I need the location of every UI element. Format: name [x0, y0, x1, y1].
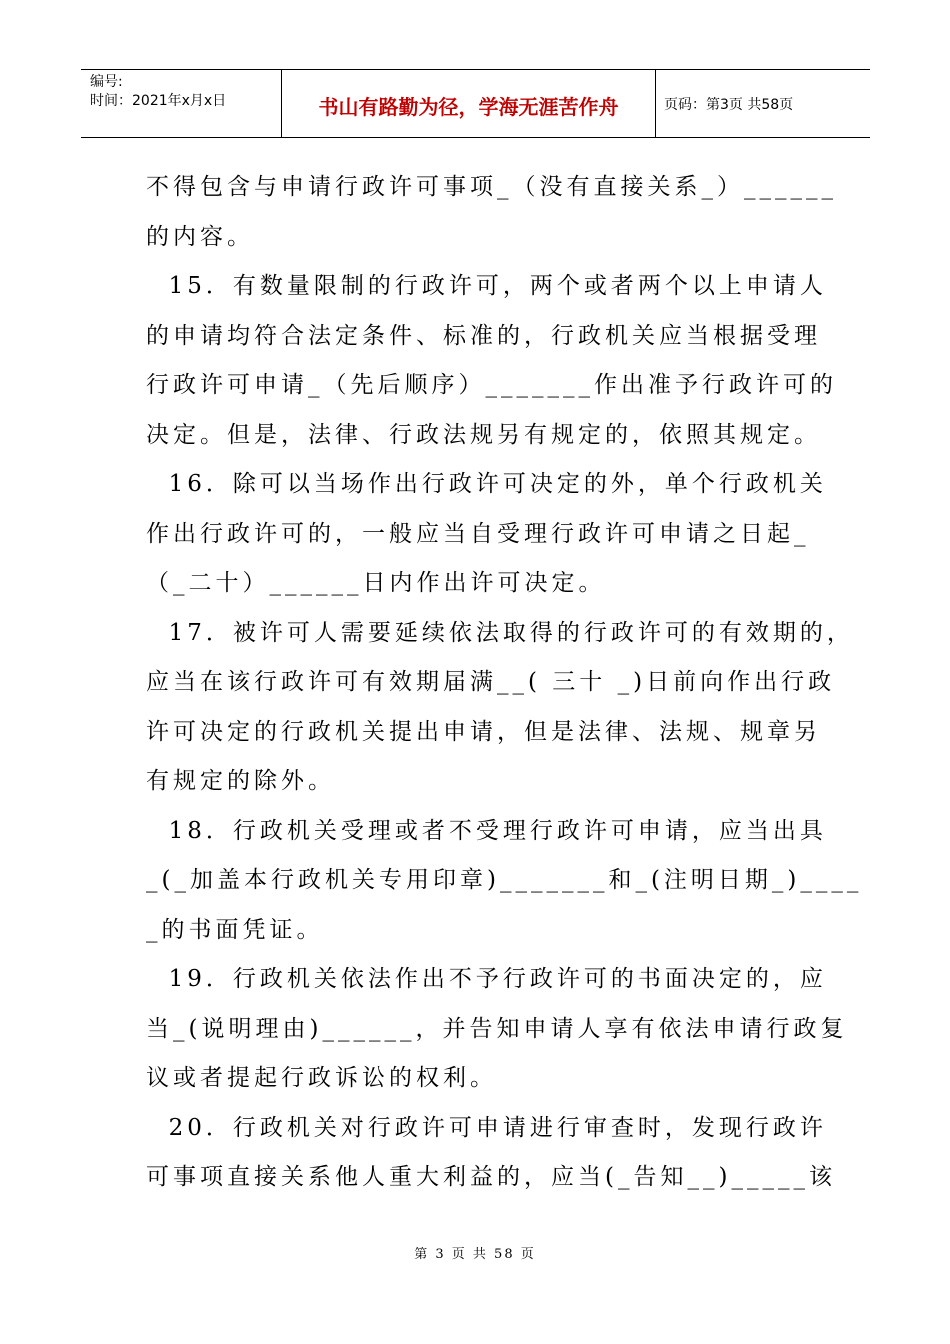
document-time: 时间：2021年x月x日: [90, 93, 227, 109]
text-line: 19．行政机关依法作出不予行政许可的书面决定的，应: [146, 966, 827, 992]
text-line: 有规定的除外。: [146, 768, 335, 794]
text-line: 许可决定的行政机关提出申请，但是法律、法规、规章另: [146, 718, 821, 745]
text-line: 作出行政许可的，一般应当自受理行政许可申请之日起_: [146, 520, 810, 547]
text-line: 16．除可以当场作出行政许可决定的外，单个行政机关: [146, 471, 827, 497]
text-line: 行政许可申请_（先后顺序）_______作出准予行政许可的: [146, 372, 837, 398]
text-line: 20．行政机关对行政许可申请进行审查时，发现行政许: [146, 1114, 827, 1141]
header-page-info: 页码：第3页 共58页: [664, 96, 794, 113]
page-footer: 第 3 页 共 58 页: [414, 1247, 536, 1262]
text-line: 的内容。: [146, 223, 254, 250]
text-line: _的书面凭证。: [146, 916, 324, 943]
document-body: [146, 163, 863, 1203]
header-meta: [81, 70, 282, 137]
text-line: 的申请均符合法定条件、标准的，行政机关应当根据受理: [146, 322, 821, 349]
document-number-label: 编号:: [90, 74, 123, 90]
text-line: 17．被许可人需要延续依法取得的行政许可的有效期的，: [146, 619, 854, 646]
text-line: 应当在该行政许可有效期届满__( 三十 _)日前向作出行政: [146, 669, 836, 695]
page-header: [81, 69, 870, 138]
text-line: 可事项直接关系他人重大利益的，应当(_告知__)_____该: [146, 1164, 836, 1190]
text-line: 当_(说明理由)______，并告知申请人享有依法申请行政复: [146, 1015, 848, 1042]
text-line: 议或者提起行政诉讼的权利。: [146, 1065, 497, 1091]
text-line: _(_加盖本行政机关专用印章)_______和_(注明日期_)____: [146, 867, 863, 893]
header-motto: 书山有路勤为径，学海无涯苦作舟: [282, 70, 656, 137]
text-line: （_二十）______日内作出许可决定。: [146, 570, 606, 596]
text-line: 18．行政机关受理或者不受理行政许可申请，应当出具: [146, 817, 827, 844]
text-line: 不得包含与申请行政许可事项_（没有直接关系_）______: [146, 174, 837, 200]
text-line: 15．有数量限制的行政许可，两个或者两个以上申请人: [146, 273, 827, 299]
text-line: 决定。但是，法律、行政法规另有规定的，依照其规定。: [146, 421, 821, 448]
